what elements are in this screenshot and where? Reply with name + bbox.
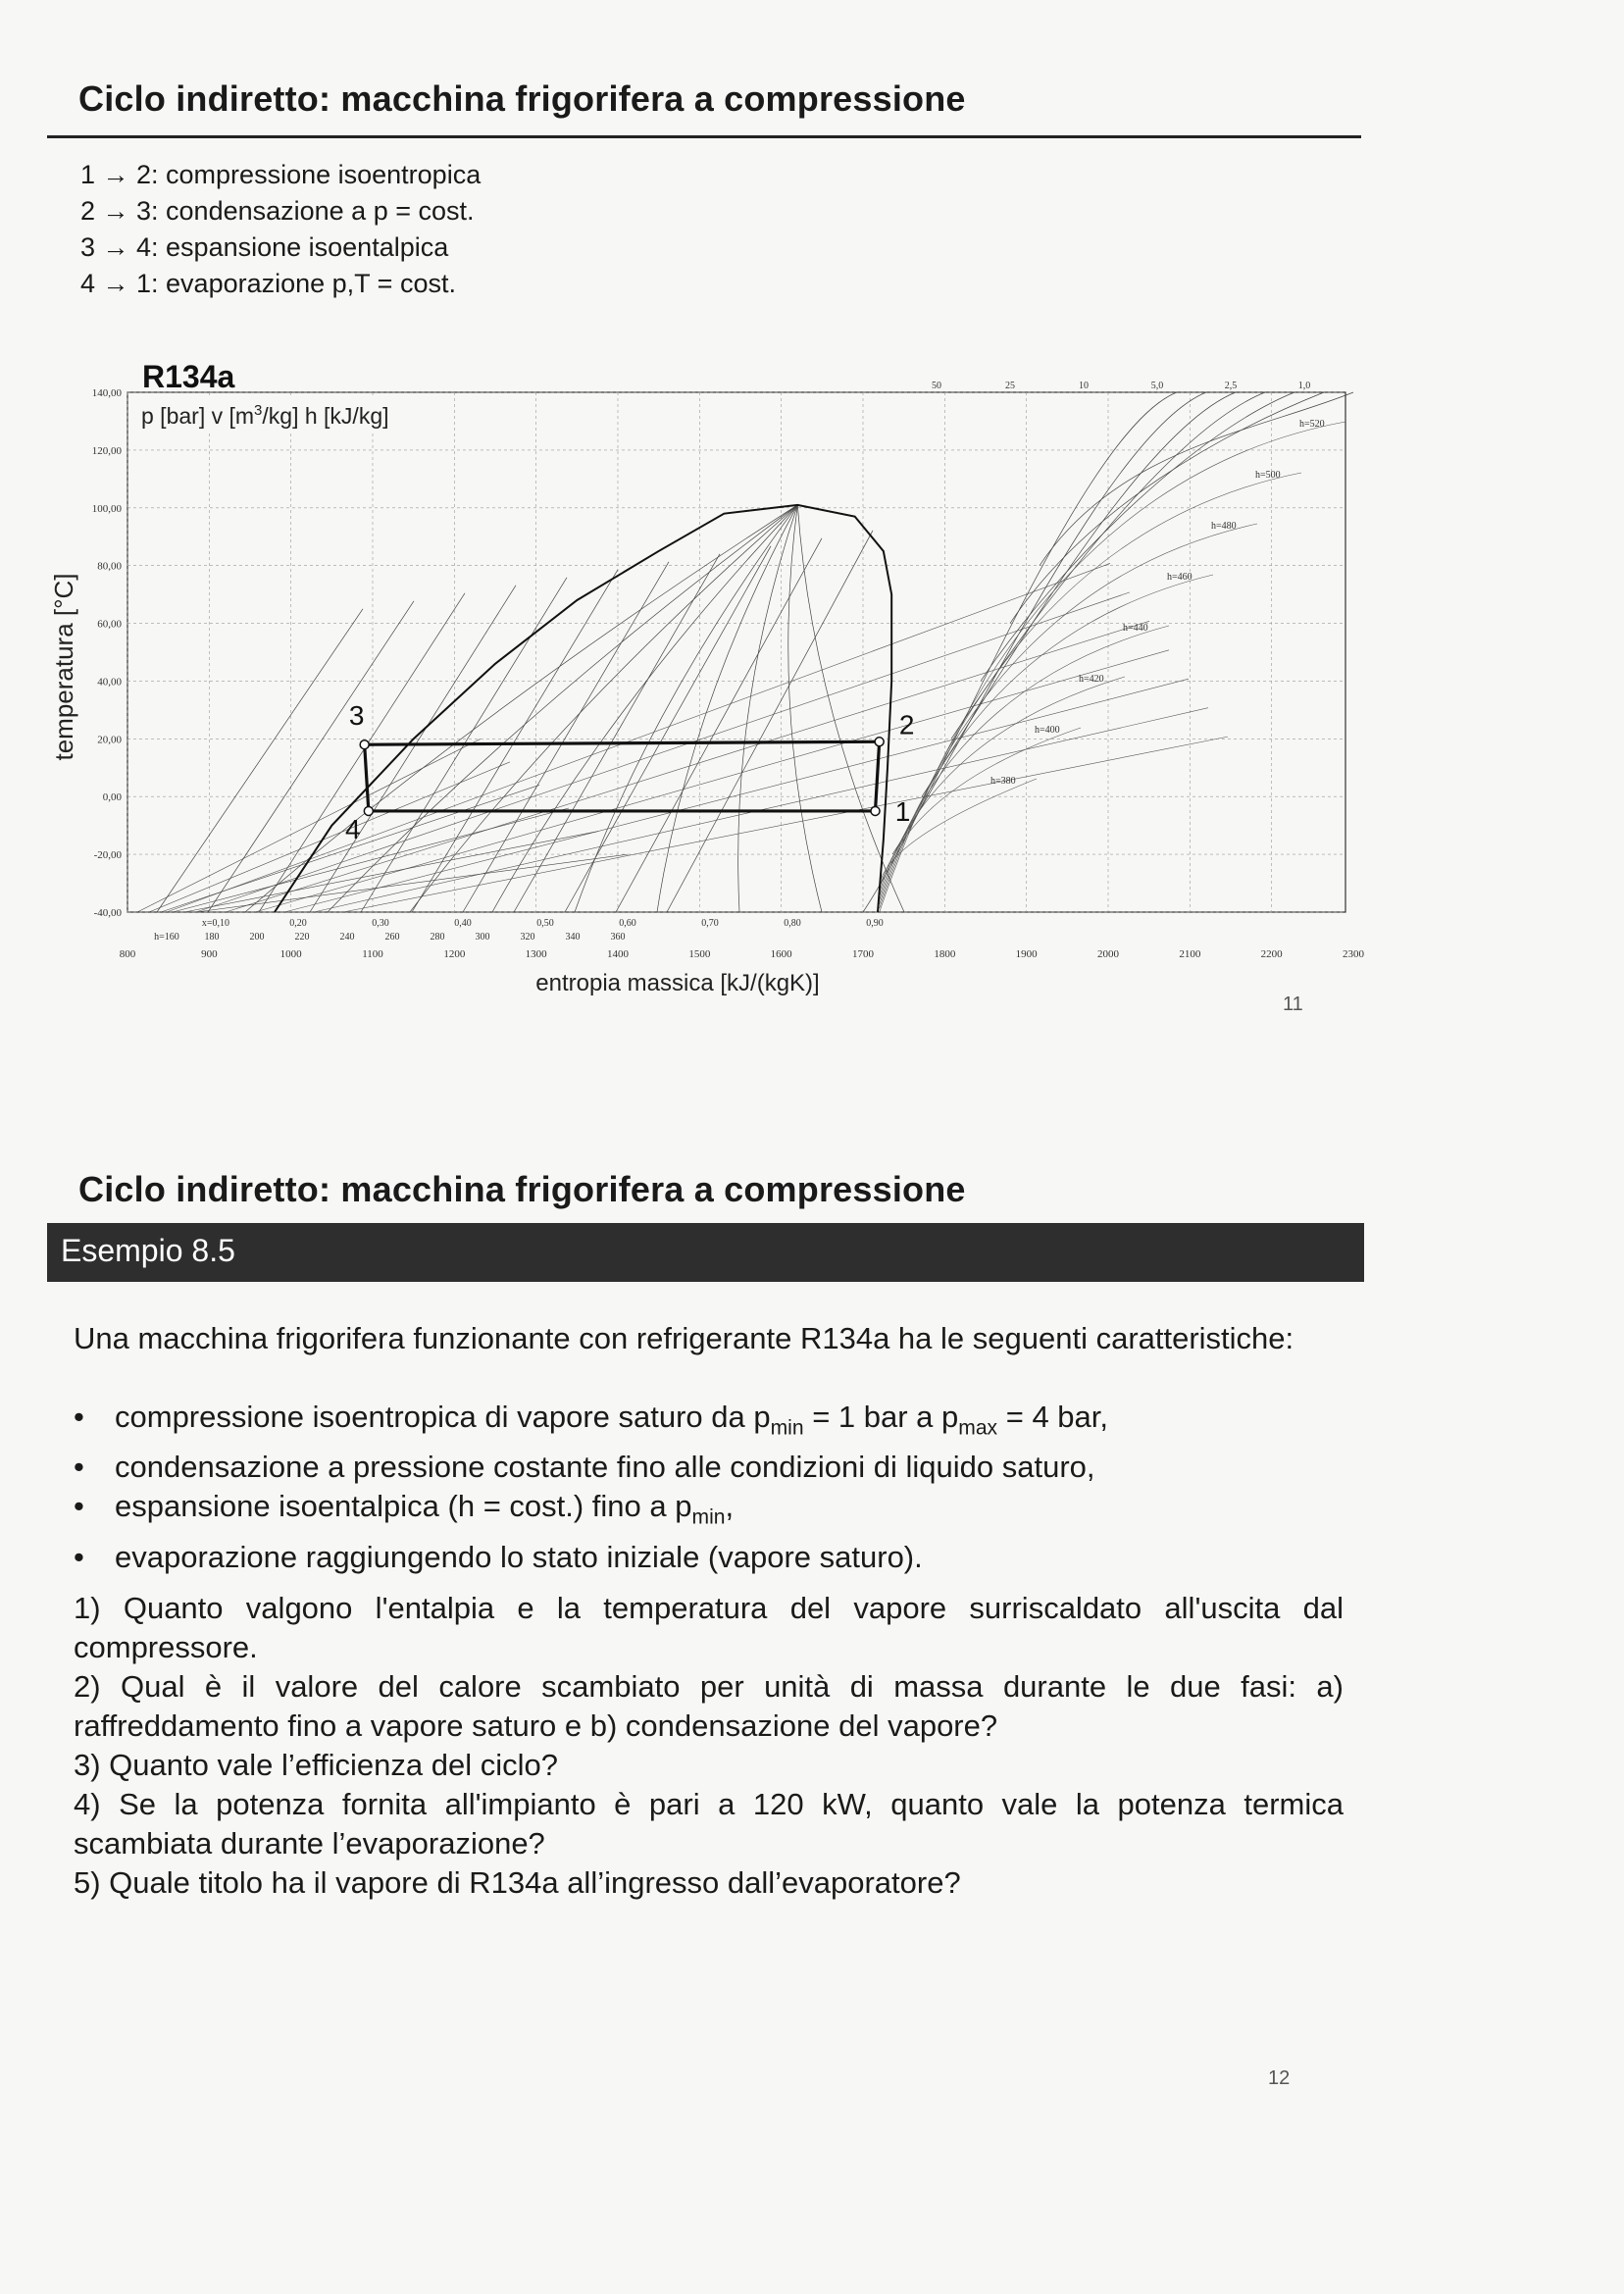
- quality-line: [492, 505, 797, 912]
- y-tick-label: 140,00: [91, 387, 122, 399]
- y-tick-label: 60,00: [97, 618, 122, 631]
- x-tick-label: 2100: [1179, 948, 1201, 960]
- enthalpy-bottom-label: 180: [204, 932, 220, 943]
- enthalpy-bottom-label: 260: [384, 932, 400, 943]
- cycle-point-label-3: 3: [348, 700, 365, 732]
- chart-title: R134a: [142, 359, 235, 394]
- x-axis-label: entropia massica [kJ/(kgK)]: [535, 970, 820, 996]
- subtitle-superscript: 3: [254, 402, 263, 419]
- chart-subtitle: [141, 402, 389, 429]
- step-2-3: 2 → 3: condensazione a p = cost.: [80, 196, 475, 226]
- isenthalp-line: [514, 554, 720, 912]
- isobar-line: [922, 392, 1236, 796]
- step-4-1: 4 → 1: evaporazione p,T = cost.: [80, 269, 456, 298]
- isenthalp-line: [259, 593, 465, 912]
- cycle-point-4: [364, 806, 373, 815]
- characteristics-list: [74, 1398, 1344, 1577]
- quality-label: 0,40: [454, 918, 472, 929]
- question-4: 4) Se la potenza fornita all'impianto è pari a 120 kW, quanto vale la potenza termica scambiata durante l’evaporazione?: [74, 1787, 1344, 1861]
- isobar-line: [863, 392, 1177, 912]
- superheated-isenthalp: [880, 422, 1345, 912]
- y-tick-label: 100,00: [91, 502, 122, 515]
- enthalpy-bottom-label: 220: [294, 932, 310, 943]
- subtitle-part: /kg] h [kJ/kg]: [262, 403, 389, 429]
- quality-line: [575, 505, 797, 912]
- x-tick-label: 800: [119, 948, 136, 960]
- enthalpy-right-label: h=400: [1035, 725, 1060, 736]
- cycle-steps-list: [80, 157, 481, 302]
- x-tick-label: 1600: [770, 948, 792, 960]
- x-tick-label: 900: [201, 948, 218, 960]
- quality-label: 0,60: [619, 918, 636, 929]
- enthalpy-right-label: h=380: [990, 776, 1016, 787]
- y-tick-label: 120,00: [91, 444, 122, 457]
- isenthalp-line: [463, 562, 669, 912]
- quality-line: [797, 505, 904, 912]
- enthalpy-bottom-label: 280: [430, 932, 445, 943]
- quality-label: 0,20: [289, 918, 307, 929]
- quality-label: 0,30: [372, 918, 389, 929]
- pressure-top-label: 50: [932, 381, 941, 391]
- liquid-isobar: [161, 785, 539, 912]
- isochore-line: [343, 737, 1228, 912]
- x-tick-label: 1000: [279, 948, 302, 960]
- x-tick-label: 1300: [525, 948, 547, 960]
- page-number-12: 12: [1268, 2067, 1291, 2089]
- x-tick-label: 2200: [1260, 948, 1283, 960]
- chart-labels: [49, 359, 1365, 996]
- isochore-line: [196, 592, 1130, 912]
- superheated-isenthalp: [880, 779, 1037, 885]
- y-tick-label: 80,00: [97, 560, 122, 573]
- enthalpy-bottom-label: 200: [249, 932, 265, 943]
- quality-label: 0,80: [784, 918, 801, 929]
- y-axis-label: temperatura [°C]: [49, 573, 78, 761]
- enthalpy-bottom-label: 360: [610, 932, 626, 943]
- enthalpy-right-label: h=460: [1167, 572, 1193, 583]
- enthalpy-bottom-label: 240: [339, 932, 355, 943]
- quality-label: 0,70: [701, 918, 719, 929]
- superheated-isenthalp: [880, 626, 1169, 896]
- pressure-top-label: 10: [1079, 381, 1089, 391]
- example-intro: Una macchina frigorifera funzionante con refrigerante R134a ha le seguenti caratteristiche:: [74, 1321, 1294, 1355]
- enthalpy-bottom-label: h=160: [154, 932, 179, 943]
- isochore-line: [226, 621, 1149, 912]
- pressure-top-label: 5,0: [1150, 381, 1164, 391]
- example-label: Esempio 8.5: [61, 1233, 235, 1268]
- title-rule: [47, 135, 1361, 138]
- enthalpy-bottom-label: 300: [475, 932, 490, 943]
- pressure-top-label: 2,5: [1224, 381, 1238, 391]
- cycle-point-label-2: 2: [898, 709, 915, 740]
- x-tick-label: 1800: [934, 948, 956, 960]
- step-1-2: 1 → 2: compressione isoentropica: [80, 160, 482, 189]
- chart-curves: [137, 392, 1353, 912]
- slide2-title: Ciclo indiretto: macchina frigorifera a compressione: [78, 1169, 966, 1209]
- x-tick-label: 1200: [443, 948, 466, 960]
- quality-label: 0,90: [866, 918, 884, 929]
- isenthalp-line: [412, 570, 618, 912]
- enthalpy-right-label: h=520: [1299, 419, 1325, 430]
- subtitle-part: p [bar] v [m: [141, 403, 255, 429]
- cycle-point-1: [871, 806, 880, 815]
- x-tick-label: 1100: [362, 948, 383, 960]
- y-tick-label: -40,00: [93, 907, 122, 919]
- isenthalp-line: [310, 586, 516, 912]
- enthalpy-bottom-label: 340: [565, 932, 581, 943]
- bullet-expansion: • espansione isoentalpica (h = cost.) fino a $p_{min}$,: [74, 1487, 1344, 1537]
- step-3-4: 3 → 4: espansione isoentalpica: [80, 232, 449, 262]
- quality-line: [738, 505, 798, 912]
- cycle-point-3: [360, 740, 369, 749]
- questions-list: [74, 1589, 1344, 1903]
- ts-diagram-r134a: [39, 353, 1393, 1020]
- bullet-condensation: • condensazione a pressione costante fino alle condizioni di liquido saturo,: [74, 1448, 1344, 1487]
- x-tick-label: 1400: [607, 948, 629, 960]
- isenthalp-line: [667, 531, 873, 912]
- quality-line: [328, 505, 797, 912]
- x-tick-label: 2300: [1343, 948, 1364, 960]
- question-3: 3) Quanto vale l’efficienza del ciclo?: [74, 1748, 558, 1782]
- enthalpy-right-label: h=420: [1079, 674, 1104, 685]
- saturation-dome: [275, 505, 891, 912]
- isochore-line: [284, 679, 1189, 912]
- y-tick-label: 40,00: [97, 676, 122, 688]
- y-tick-label: 20,00: [97, 734, 122, 746]
- liquid-isobar: [196, 854, 628, 912]
- question-5: 5) Quale titolo ha il vapore di R134a all’ingresso dall’evaporatore?: [74, 1865, 961, 1900]
- y-tick-label: -20,00: [93, 849, 122, 862]
- x-tick-label: 2000: [1097, 948, 1119, 960]
- slide1-title: Ciclo indiretto: macchina frigorifera a compressione: [78, 78, 966, 119]
- cycle-point-2: [875, 738, 884, 746]
- quality-line: [788, 505, 822, 912]
- enthalpy-right-label: h=500: [1255, 470, 1281, 481]
- isenthalp-line: [565, 546, 771, 912]
- example-band: [47, 1223, 1364, 1282]
- question-2: 2) Qual è il valore del calore scambiato per unità di massa durante le due fasi: a) raffreddamento fino a vapore saturo e b) condensazione del vapore?: [74, 1669, 1344, 1743]
- isenthalp-line: [157, 609, 363, 912]
- cycle-point-label-4: 4: [345, 813, 361, 844]
- question-1: 1) Quanto valgono l'entalpia e la temperatura del vapore surriscaldato all'uscita dal compressore.: [74, 1591, 1344, 1664]
- quality-label: x=0,10: [201, 918, 230, 929]
- x-tick-label: 1500: [688, 948, 711, 960]
- superheated-isenthalp: [880, 524, 1257, 904]
- pressure-top-label: 25: [1005, 381, 1015, 391]
- enthalpy-right-label: h=480: [1211, 521, 1237, 532]
- bullet-evaporation: • evaporazione raggiungendo lo stato iniziale (vapore saturo).: [74, 1538, 1344, 1577]
- isochore-line: [255, 650, 1169, 912]
- isenthalp-line: [208, 601, 414, 912]
- x-tick-label: 1900: [1015, 948, 1038, 960]
- enthalpy-right-label: h=440: [1123, 623, 1148, 634]
- pressure-top-label: 1,0: [1297, 381, 1311, 391]
- cycle-point-label-1: 1: [894, 795, 911, 827]
- isobar-line: [981, 392, 1294, 681]
- x-tick-label: 1700: [852, 948, 874, 960]
- page-number-11: 11: [1283, 994, 1303, 1015]
- enthalpy-bottom-label: 320: [520, 932, 535, 943]
- y-tick-label: 0,00: [102, 791, 122, 804]
- quality-label: 0,50: [536, 918, 554, 929]
- bullet-compression: • compressione isoentropica di vapore saturo da $p_{min} = 1$ bar a $p_{max} = 4$ bar,: [74, 1398, 1344, 1448]
